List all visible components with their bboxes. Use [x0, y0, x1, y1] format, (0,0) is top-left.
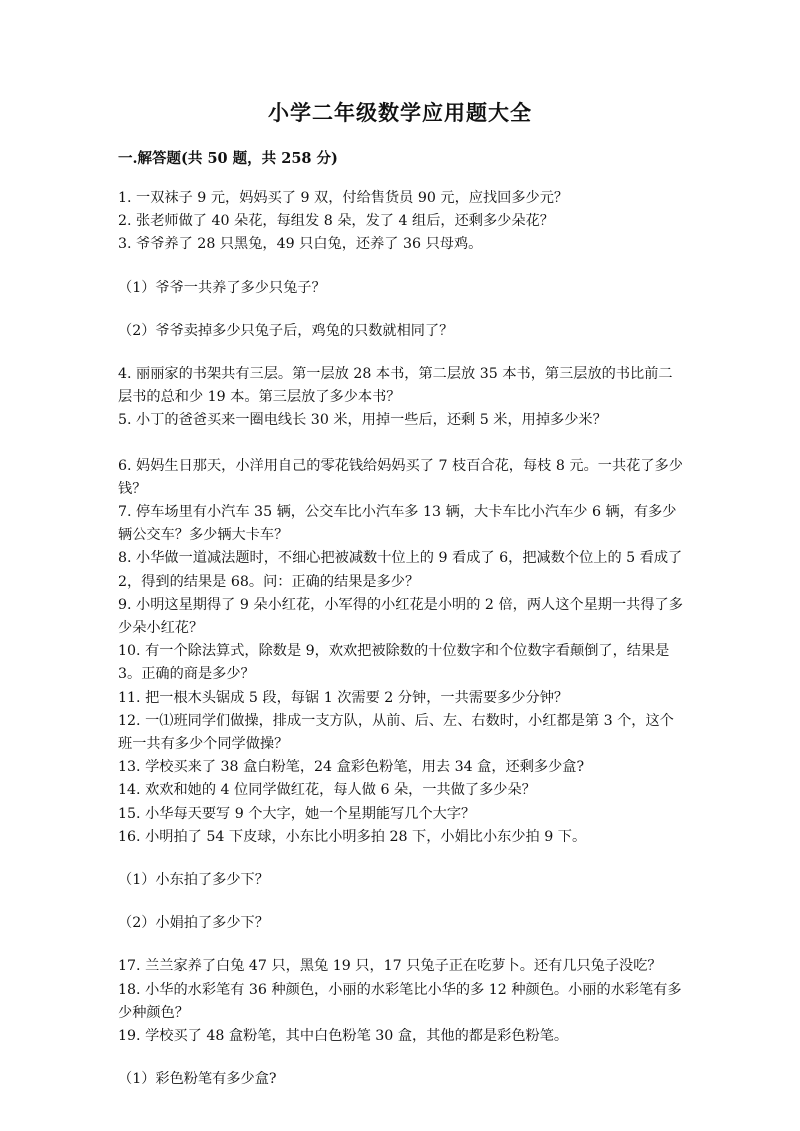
- sub-question: （1）小东拍了多少下？: [118, 872, 269, 889]
- question-item: 13. 学校买来了 38 盒白粉笔，24 盒彩色粉笔，用去 34 盒，还剩多少盒?: [118, 759, 585, 776]
- question-item: 16. 小明拍了 54 下皮球，小东比小明多拍 28 下，小娟比小东少拍 9 下。: [118, 828, 587, 845]
- sub-question: （2）小娟拍了多少下？: [118, 915, 269, 932]
- question-item: 8. 小华做一道减法题时，不细心把被减数十位上的 9 看成了 6，把减数个位上的 5 看成了 2，得到的结果是 68。问：正确的结果是多少？: [118, 550, 683, 590]
- question-item: 11. 把一根木头锯成 5 段，每锯 1 次需要 2 分钟，一共需要多少分钟？: [118, 689, 569, 706]
- question-item: 1. 一双袜子 9 元，妈妈买了 9 双，付给售货员 90 元，应找回多少元？: [118, 190, 569, 206]
- question-item: 5. 小丁的爸爸买来一圈电线长 30 米，用掉一些后，还剩 5 米，用掉多少米？: [118, 412, 607, 429]
- question-item: 17. 兰兰家养了白兔 47 只，黑兔 19 只，17 只兔子正在吃萝卜。还有几只兔子没吃？: [118, 958, 662, 975]
- document-title: 小学二年级数学应用题大全: [268, 100, 532, 125]
- question-item: 9. 小明这星期得了 9 朵小红花，小军得的小红花是小明的 2 倍，两人这个星期一共得了多少朵小红花？: [118, 596, 683, 637]
- question-item: 7. 停车场里有小汽车 35 辆，公交车比小汽车多 13 辆，大卡车比小汽车少 6 辆，有多少辆公交车？多少辆大卡车？: [118, 504, 677, 544]
- question-item: 3. 爷爷养了 28 只黑兔，49 只白兔，还养了 36 只母鸡。: [118, 236, 483, 253]
- question-list: [118, 187, 684, 1104]
- sub-question: （2）爷爷卖掉多少只兔子后，鸡兔的只数就相同了？: [118, 322, 454, 339]
- question-item: 15. 小华每天要写 9 个大字，她一个星期能写几个大字？: [118, 805, 476, 822]
- question-item: 12. 一⑴班同学们做操，排成一支方队，从前、后、左、右数时，小红都是第 3 个，这个班一共有多少个同学做操？: [118, 712, 674, 753]
- section-heading: 一.解答题(共 50 题，共 258 分): [118, 150, 338, 167]
- question-item: 6. 妈妈生日那天，小洋用自己的零花钱给妈妈买了 7 枝百合花，每枝 8 元。一共花了多少钱？: [118, 457, 683, 497]
- sub-question: （1）爷爷一共养了多少只兔子？: [118, 279, 326, 296]
- question-item: 10. 有一个除法算式，除数是 9，欢欢把被除数的十位数字和个位数字看颠倒了，结果是 3。正确的商是多少？: [118, 643, 670, 683]
- question-item: 19. 学校买了 48 盒粉笔，其中白色粉笔 30 盒，其他的都是彩色粉笔。: [118, 1028, 569, 1045]
- sub-question: （1）彩色粉笔有多少盒?: [118, 1071, 277, 1088]
- question-item: 14. 欢欢和她的 4 位同学做红花，每人做 6 朵，一共做了多少朵？: [118, 782, 536, 799]
- question-item: 2. 张老师做了 40 朵花，每组发 8 朵，发了 4 组后，还剩多少朵花？: [118, 213, 554, 230]
- question-item: 4. 丽丽家的书架共有三层。第一层放 28 本书，第二层放 35 本书，第三层放的书比前二层书的总和少 19 本。第三层放了多少本书？: [118, 366, 673, 406]
- question-item: 18. 小华的水彩笔有 36 种颜色，小丽的水彩笔比小华的多 12 种颜色。小丽的水彩笔有多少种颜色？: [118, 981, 682, 1021]
